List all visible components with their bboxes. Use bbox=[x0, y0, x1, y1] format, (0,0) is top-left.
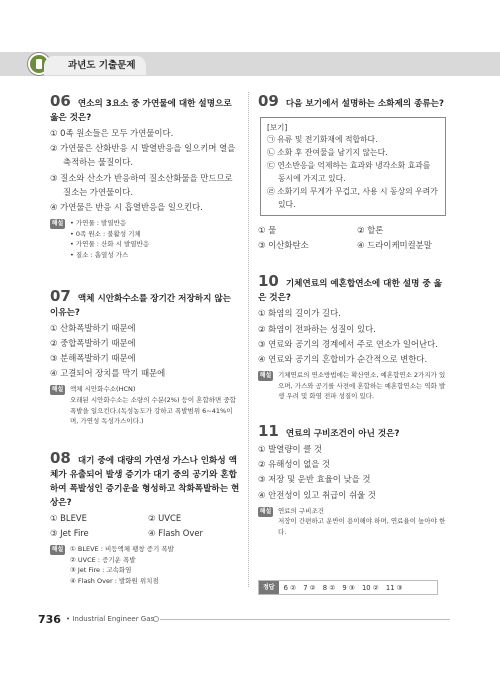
answer-item: 11 ③ bbox=[385, 583, 403, 592]
footer-rule bbox=[160, 619, 450, 620]
option-1: ① 발열량이 클 것 bbox=[258, 444, 323, 454]
option-2: ② 화염이 전파하는 성질이 있다. bbox=[258, 323, 376, 334]
option-4: ④ 가연물은 반응 시 흡열반응을 일으킨다. bbox=[50, 202, 203, 213]
option-2: ② 가연물은 산화반응 시 발열반응을 일으키며 열을 축적하는 물질이다. bbox=[50, 143, 236, 168]
explanation-line: ① BLEVE : 비등액체 팽창 증기 폭발 bbox=[70, 545, 174, 554]
question-header bbox=[258, 94, 450, 111]
option-2: ② 유해성이 없을 것 bbox=[258, 459, 331, 470]
explanation bbox=[50, 218, 240, 260]
answer-item: 10 ② bbox=[361, 583, 379, 592]
explanation-line: 오래된 시안화수소는 소량의 수분(2%) 등이 혼합하면 중합폭발을 일으킨다.(독성농도가 강하고 폭발범위 6~41%이며, 가연성 독성가스이다.) bbox=[70, 396, 236, 426]
option-1: ① 화염의 길이가 길다. bbox=[258, 308, 341, 319]
bogi-item: ㉠ 유류 및 전기화재에 적합하다. bbox=[267, 135, 378, 144]
answer-item: 7 ② bbox=[303, 583, 316, 592]
question-text: 대기 중에 대량의 가연성 가스나 인화성 액체가 유출되어 발생 증기가 대기 중의 공기와 혼합하여 폭발성인 증기운을 형성하고 착화폭발하는 현상은? bbox=[50, 455, 240, 508]
explanation-line: ③ Jet Fire : 고속화염 bbox=[70, 566, 132, 575]
explanation bbox=[258, 370, 450, 402]
explanation-line: ④ Flash Over : 발화원 위치점 bbox=[70, 576, 159, 585]
question-06 bbox=[50, 94, 240, 261]
answer-item: 6 ② bbox=[283, 583, 297, 592]
option-4: ④ 고결되어 장치를 막기 때문에 bbox=[50, 368, 166, 379]
explanation-body bbox=[278, 370, 450, 402]
question-text: 연소의 3요소 중 가연물에 대한 설명으로 옳은 것은? bbox=[50, 99, 232, 123]
explanation bbox=[258, 506, 450, 538]
question-text: 다음 보기에서 설명하는 소화제의 종류는? bbox=[285, 99, 444, 109]
explanation-line: 액체 시안화수소(HCN) bbox=[70, 385, 136, 394]
answer-key bbox=[258, 580, 438, 595]
explanation-body bbox=[278, 506, 450, 538]
option-3: ③ 연료와 공기의 경계에서 주로 연소가 일어난다. bbox=[258, 338, 438, 349]
question-07 bbox=[50, 286, 240, 427]
question-number: 06 bbox=[50, 92, 71, 110]
explanation-line: • 가연물 : 산화 시 발열반응 bbox=[70, 240, 150, 249]
bogi-box bbox=[260, 117, 446, 216]
answer-item: 9 ③ bbox=[342, 583, 355, 592]
explanation-body bbox=[70, 384, 240, 426]
explanation-line: 저장이 간편하고 운반이 용이해야 하며, 연료율이 높아야 한다. bbox=[278, 517, 446, 536]
explanation-badge: 해설 bbox=[51, 220, 64, 228]
explanation-body bbox=[70, 218, 149, 260]
option-1: ① 0족 원소들은 모두 가연물이다. bbox=[50, 128, 174, 138]
page-number: 736 bbox=[38, 613, 61, 626]
answer-item: 8 ② bbox=[322, 583, 336, 592]
question-number: 07 bbox=[50, 286, 71, 305]
question-header bbox=[258, 424, 450, 441]
question-number: 08 bbox=[50, 448, 71, 467]
explanation-badge: 해설 bbox=[259, 372, 272, 380]
explanation-badge: 해설 bbox=[259, 507, 272, 515]
option-2: ② 중합폭발하기 때문에 bbox=[50, 337, 136, 348]
bogi-item: ㉢ 연소반응을 억제하는 효과와 냉각소화 효과를 동시에 가지고 있다. bbox=[267, 161, 431, 183]
option-2: ② 할론 bbox=[357, 225, 384, 235]
options-grid bbox=[50, 510, 240, 540]
answer-label: 정답 bbox=[259, 581, 279, 594]
explanation-line: 연료의 구비조건 bbox=[278, 506, 325, 515]
option-3: ③ 이산화탄소 bbox=[258, 240, 309, 251]
option-1: ① BLEVE bbox=[50, 512, 87, 523]
column-divider bbox=[248, 92, 249, 587]
question-number: 10 bbox=[258, 272, 279, 291]
question-text: 연료의 구비조건이 아닌 것은? bbox=[285, 429, 400, 439]
question-header bbox=[50, 448, 240, 510]
option-3: ③ 분해폭발하기 때문에 bbox=[50, 353, 136, 363]
book-title: • Industrial Engineer Gas bbox=[66, 615, 155, 623]
explanation-badge: 해설 bbox=[51, 546, 64, 554]
explanation-line: ② UVCE : 증기운 폭발 bbox=[70, 555, 136, 564]
question-10 bbox=[258, 274, 450, 402]
explanation-body bbox=[70, 544, 174, 586]
option-2: ② UVCE bbox=[148, 512, 182, 523]
option-3: ③ 저장 및 운반 효율이 낮을 것 bbox=[258, 474, 371, 485]
right-column bbox=[258, 94, 450, 546]
explanation-line: • 질소 : 흡열성 가스 bbox=[70, 251, 129, 259]
option-4: ④ 연료와 공기의 혼합비가 순간적으로 변한다. bbox=[258, 354, 428, 365]
explanation-line: 기체연료의 연소방법에는 확산연소, 예혼합연소 2가지가 있으며, 가스와 공기를 사전에 혼합하는 예혼합연소는 역화 발생 우려 및 화염 전파 성질이 있다. bbox=[278, 371, 446, 401]
option-1: ① 물 bbox=[258, 225, 277, 235]
explanation bbox=[50, 544, 240, 586]
option-3: ③ Jet Fire bbox=[50, 527, 89, 538]
question-header bbox=[50, 286, 240, 320]
question-number: 09 bbox=[258, 92, 279, 110]
bogi-item: ㉣ 소화기의 무게가 무겁고, 사용 시 동상의 우려가 있다. bbox=[267, 187, 438, 209]
left-column bbox=[50, 94, 240, 595]
question-09 bbox=[258, 94, 450, 252]
question-header bbox=[258, 274, 450, 305]
explanation-line: • 0족 원소 : 불활성 기체 bbox=[70, 229, 141, 238]
question-number: 11 bbox=[258, 422, 279, 440]
option-4: ④ Flash Over bbox=[148, 527, 203, 538]
question-text: 기체연료의 예혼합연소에 대한 설명 중 옳은 것은? bbox=[258, 279, 442, 304]
explanation-line: • 가연물 : 발열반응 bbox=[70, 219, 127, 228]
option-4: ④ 안전성이 있고 취급이 쉬울 것 bbox=[258, 489, 376, 500]
option-4: ④ 드라이케미컬분말 bbox=[357, 240, 432, 251]
explanation-badge: 해설 bbox=[51, 386, 64, 394]
bogi-item: ㉡ 소화 후 잔여물을 남기지 않는다. bbox=[267, 148, 388, 157]
option-1: ① 산화폭발하기 때문에 bbox=[50, 322, 136, 333]
options-grid bbox=[258, 222, 450, 252]
question-08 bbox=[50, 448, 240, 587]
bogi-title: [보기] bbox=[267, 123, 288, 132]
footer-dot bbox=[153, 616, 159, 622]
option-3: ③ 질소와 산소가 반응하여 질소산화물을 만드므로 질소는 가연물이다. bbox=[50, 172, 233, 197]
explanation bbox=[50, 384, 240, 426]
question-11 bbox=[258, 424, 450, 538]
question-header bbox=[50, 94, 240, 125]
section-title: 과년도 기출문제 bbox=[44, 56, 146, 75]
question-text: 액체 시안화수소를 장기간 저장하지 않는 이유는? bbox=[50, 293, 231, 318]
